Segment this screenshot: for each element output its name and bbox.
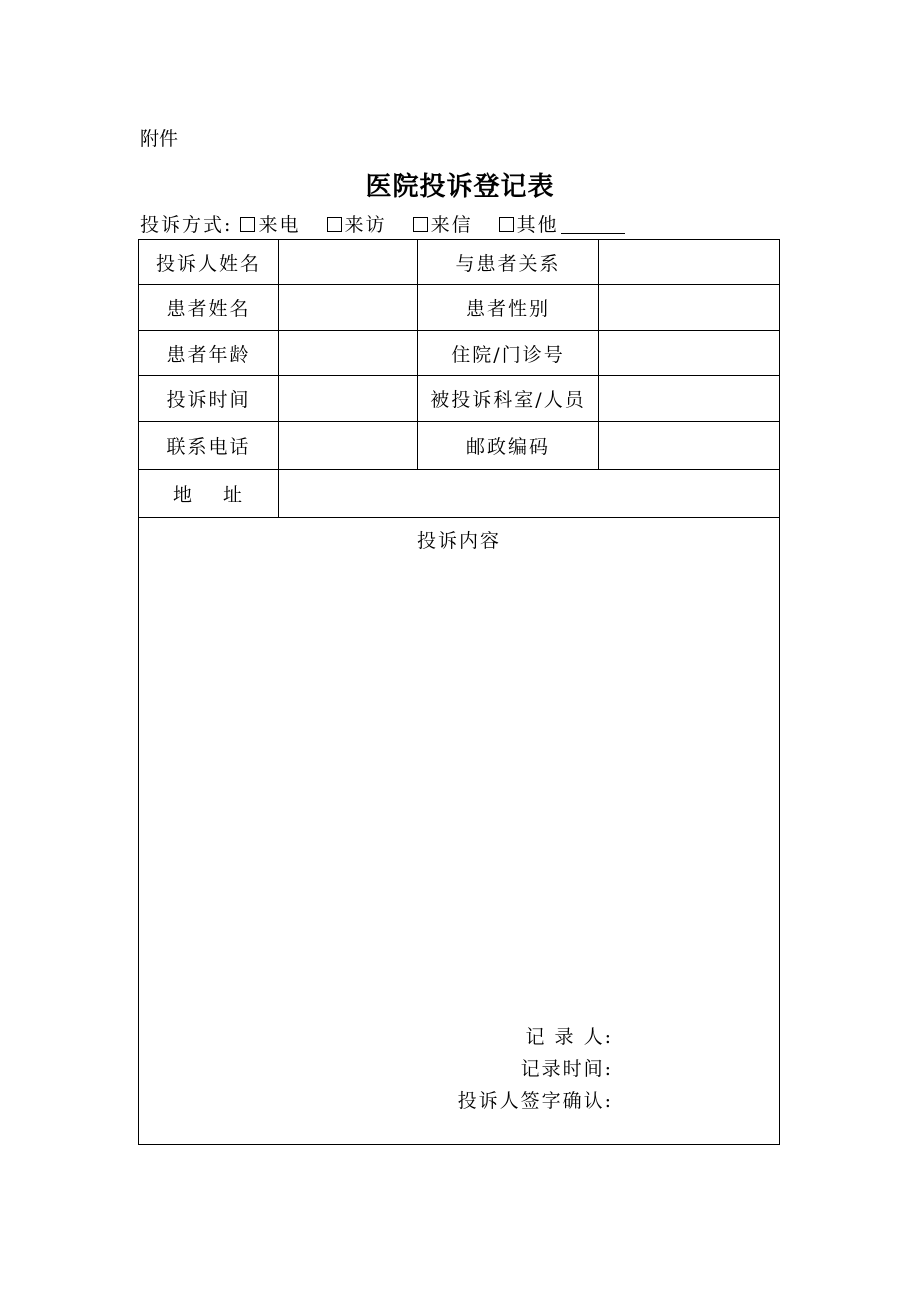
field-value[interactable] — [279, 331, 418, 375]
field-value[interactable] — [279, 240, 418, 284]
field-value[interactable] — [599, 376, 779, 421]
field-label: 患者性别 — [418, 285, 599, 330]
checkbox-icon[interactable] — [327, 217, 342, 232]
table-row — [139, 331, 779, 376]
recorder-label: 记 录 人: — [525, 1026, 613, 1048]
field-label: 投诉时间 — [139, 376, 279, 421]
field-value[interactable] — [599, 240, 779, 284]
field-label: 患者年龄 — [139, 331, 279, 375]
field-label: 联系电话 — [139, 422, 279, 469]
table-row — [139, 240, 779, 285]
field-value[interactable] — [599, 422, 779, 469]
other-blank-line[interactable] — [561, 217, 625, 234]
field-value[interactable] — [279, 422, 418, 469]
table-row — [139, 376, 779, 422]
complainant-signature-label: 投诉人签字确认: — [457, 1090, 613, 1112]
complaint-method-line — [140, 210, 625, 237]
complaint-form-table — [138, 239, 780, 1145]
field-label: 住院/门诊号 — [418, 331, 599, 375]
checkbox-icon[interactable] — [240, 217, 255, 232]
field-value[interactable] — [599, 285, 779, 330]
field-label: 与患者关系 — [418, 240, 599, 284]
field-label: 被投诉科室/人员 — [418, 376, 599, 421]
checkbox-icon[interactable] — [499, 217, 514, 232]
table-row — [139, 285, 779, 331]
attachment-label: 附件 — [140, 128, 179, 150]
field-label: 患者姓名 — [139, 285, 279, 330]
complaint-content-label: 投诉内容 — [416, 530, 501, 552]
form-title: 医院投诉登记表 — [365, 172, 555, 202]
table-row — [139, 422, 779, 470]
checkbox-icon[interactable] — [413, 217, 428, 232]
record-time-label: 记录时间: — [520, 1058, 613, 1080]
method-option-call[interactable]: 来电 — [240, 214, 300, 236]
method-option-other[interactable]: 其他 — [499, 214, 625, 236]
field-value[interactable] — [279, 285, 418, 330]
field-label: 投诉人姓名 — [139, 240, 279, 284]
complaint-method-label: 投诉方式: — [140, 214, 233, 236]
field-label: 邮政编码 — [418, 422, 599, 469]
field-value[interactable] — [279, 376, 418, 421]
field-value[interactable] — [599, 331, 779, 375]
address-row — [139, 470, 779, 518]
method-option-letter[interactable]: 来信 — [413, 214, 473, 236]
address-label: 地 址 — [139, 470, 279, 517]
address-value[interactable] — [279, 470, 779, 517]
method-option-visit[interactable]: 来访 — [327, 214, 387, 236]
